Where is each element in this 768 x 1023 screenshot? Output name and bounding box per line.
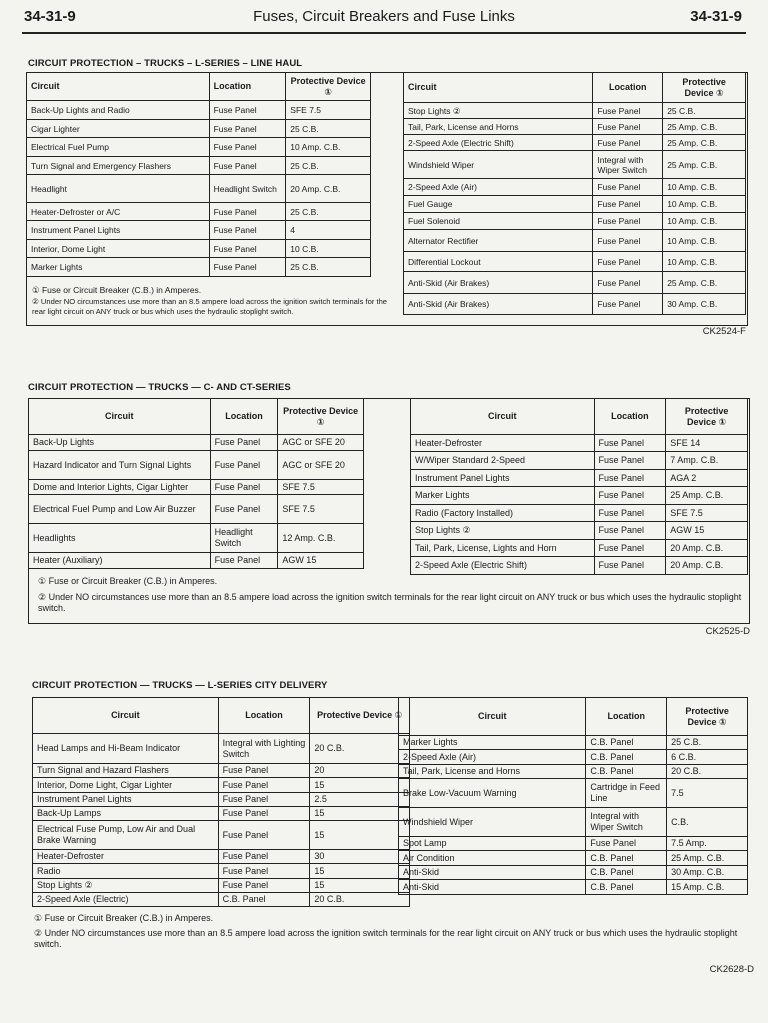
table-row bbox=[27, 240, 371, 258]
table-row bbox=[27, 157, 371, 175]
location-cell: Fuse Panel bbox=[593, 252, 663, 272]
section-title: CIRCUIT PROTECTION — TRUCKS — C- AND CT-SERIES bbox=[28, 382, 291, 393]
device-cell: 10 C.B. bbox=[286, 240, 371, 258]
column-header-device: Protective Device ① bbox=[278, 399, 364, 435]
location-cell: Fuse Panel bbox=[218, 821, 310, 850]
device-cell: 7.5 Amp. bbox=[667, 837, 748, 851]
circuit-cell: Interior, Dome Light, Cigar Lighter bbox=[33, 778, 219, 793]
table-row bbox=[29, 480, 364, 495]
location-cell: Fuse Panel bbox=[593, 213, 663, 230]
device-cell: AGC or SFE 20 bbox=[278, 451, 364, 480]
device-cell: 25 C.B. bbox=[663, 103, 746, 119]
table-row bbox=[404, 230, 746, 252]
circuit-cell: Spot Lamp bbox=[399, 837, 586, 851]
page-title: Fuses, Circuit Breakers and Fuse Links bbox=[253, 8, 515, 25]
location-cell: C.B. Panel bbox=[586, 750, 667, 765]
location-cell: Fuse Panel bbox=[594, 435, 666, 452]
table-row bbox=[399, 866, 748, 880]
device-cell: 25 C.B. bbox=[286, 258, 371, 277]
circuit-cell: Instrument Panel Lights bbox=[411, 470, 595, 487]
device-cell: 10 Amp. C.B. bbox=[663, 196, 746, 213]
circuit-cell: Differential Lockout bbox=[404, 252, 593, 272]
fuse-table-left bbox=[32, 697, 410, 907]
circuit-cell: Dome and Interior Lights, Cigar Lighter bbox=[29, 480, 211, 495]
circuit-cell: Windshield Wiper bbox=[404, 151, 593, 179]
location-cell: Fuse Panel bbox=[218, 793, 310, 807]
table-row bbox=[27, 203, 371, 221]
location-cell: Integral with Wiper Switch bbox=[586, 808, 667, 837]
reference-code: CK2628-D bbox=[709, 964, 754, 975]
circuit-cell: Electrical Fuel Pump bbox=[27, 138, 210, 157]
location-cell: Fuse Panel bbox=[209, 240, 286, 258]
circuit-cell: Cigar Lighter bbox=[27, 120, 210, 138]
column-header-circuit: Circuit bbox=[411, 399, 595, 435]
location-cell: Fuse Panel bbox=[209, 258, 286, 277]
location-cell: Integral with Lighting Switch bbox=[218, 734, 310, 764]
device-cell: 20 C.B. bbox=[310, 893, 410, 907]
device-cell: 20 Amp. C.B. bbox=[286, 175, 371, 203]
table-row bbox=[411, 487, 748, 505]
circuit-cell: 2-Speed Axle (Electric) bbox=[33, 893, 219, 907]
device-cell: 7.5 bbox=[667, 779, 748, 808]
device-cell: 25 Amp. C.B. bbox=[667, 851, 748, 866]
footnote-2: ② Under NO circumstances use more than an 8.5 ampere load across the ignition switch terminals for the rear light circuit on ANY truck or bus which uses the hydraulic stoplight switch. bbox=[38, 592, 742, 613]
table-row bbox=[33, 850, 410, 864]
location-cell: Fuse Panel bbox=[210, 451, 278, 480]
location-cell: Fuse Panel bbox=[218, 764, 310, 778]
page-number-left: 34-31-9 bbox=[24, 8, 76, 25]
location-cell: C.B. Panel bbox=[586, 765, 667, 779]
location-cell: Fuse Panel bbox=[593, 103, 663, 119]
table-row bbox=[33, 864, 410, 879]
fuse-table-right bbox=[398, 697, 748, 895]
device-cell: 25 Amp. C.B. bbox=[663, 272, 746, 294]
table-row bbox=[411, 540, 748, 557]
location-cell: Fuse Panel bbox=[593, 272, 663, 294]
location-cell: Fuse Panel bbox=[218, 807, 310, 821]
location-cell: Fuse Panel bbox=[218, 864, 310, 879]
table-row bbox=[399, 851, 748, 866]
location-cell: Fuse Panel bbox=[210, 495, 278, 524]
table-row bbox=[411, 470, 748, 487]
circuit-cell: Headlight bbox=[27, 175, 210, 203]
circuit-cell: Stop Lights ② bbox=[411, 522, 595, 540]
column-header-location: Location bbox=[594, 399, 666, 435]
location-cell: Fuse Panel bbox=[594, 557, 666, 575]
circuit-cell: Anti-Skid (Air Brakes) bbox=[404, 272, 593, 294]
column-header-location: Location bbox=[586, 698, 667, 736]
device-cell: 15 bbox=[310, 821, 410, 850]
device-cell: AGW 15 bbox=[666, 522, 748, 540]
column-header-circuit: Circuit bbox=[29, 399, 211, 435]
table-row bbox=[404, 213, 746, 230]
column-header-device: Protective Device ① bbox=[667, 698, 748, 736]
device-cell: SFE 7.5 bbox=[278, 480, 364, 495]
section-title: CIRCUIT PROTECTION — TRUCKS — L-SERIES CITY DELIVERY bbox=[32, 680, 328, 691]
location-cell: Fuse Panel bbox=[209, 203, 286, 221]
reference-code: CK2524-F bbox=[702, 326, 746, 337]
device-cell: AGA 2 bbox=[666, 470, 748, 487]
circuit-cell: Tail, Park, License, Lights and Horn bbox=[411, 540, 595, 557]
table-row bbox=[29, 451, 364, 480]
location-cell: Fuse Panel bbox=[218, 778, 310, 793]
circuit-cell: Radio bbox=[33, 864, 219, 879]
section-title: CIRCUIT PROTECTION – TRUCKS – L-SERIES – LINE HAUL bbox=[28, 58, 303, 69]
column-header-location: Location bbox=[209, 73, 286, 101]
reference-code: CK2525-D bbox=[705, 626, 750, 637]
column-header-circuit: Circuit bbox=[399, 698, 586, 736]
device-cell: 7 Amp. C.B. bbox=[666, 452, 748, 470]
circuit-cell: Anti-Skid (Air Brakes) bbox=[404, 294, 593, 315]
location-cell: C.B. Panel bbox=[586, 851, 667, 866]
table-row bbox=[411, 505, 748, 522]
device-cell: 2.5 bbox=[310, 793, 410, 807]
column-header-device: Protective Device ① bbox=[666, 399, 748, 435]
table-row bbox=[399, 808, 748, 837]
device-cell: 12 Amp. C.B. bbox=[278, 524, 364, 553]
location-cell: Headlight Switch bbox=[209, 175, 286, 203]
footnote-1: ① Fuse or Circuit Breaker (C.B.) in Amperes. bbox=[34, 913, 214, 923]
location-cell: Fuse Panel bbox=[593, 294, 663, 315]
table-row bbox=[399, 750, 748, 765]
circuit-cell: Headlights bbox=[29, 524, 211, 553]
table-row bbox=[27, 258, 371, 277]
circuit-cell: 2-Speed Axle (Electric Shift) bbox=[404, 135, 593, 151]
device-cell: 15 bbox=[310, 778, 410, 793]
circuit-cell: Tail, Park, License and Horns bbox=[399, 765, 586, 779]
table-row bbox=[33, 764, 410, 778]
device-cell: 20 C.B. bbox=[310, 734, 410, 764]
table-row bbox=[33, 893, 410, 907]
device-cell: 25 C.B. bbox=[286, 157, 371, 175]
device-cell: 10 Amp. C.B. bbox=[663, 252, 746, 272]
table-row bbox=[404, 135, 746, 151]
table-row bbox=[399, 736, 748, 750]
location-cell: Fuse Panel bbox=[593, 135, 663, 151]
circuit-cell: Back-Up Lamps bbox=[33, 807, 219, 821]
circuit-cell: Back-Up Lights and Radio bbox=[27, 101, 210, 120]
fuse-table-left bbox=[26, 72, 371, 277]
column-header-circuit: Circuit bbox=[33, 698, 219, 734]
location-cell: Fuse Panel bbox=[218, 850, 310, 864]
table-row bbox=[27, 221, 371, 240]
table-row bbox=[29, 435, 364, 451]
device-cell: SFE 7.5 bbox=[666, 505, 748, 522]
circuit-cell: Instrument Panel Lights bbox=[27, 221, 210, 240]
table-row bbox=[29, 495, 364, 524]
device-cell: 10 Amp. C.B. bbox=[663, 213, 746, 230]
column-header-circuit: Circuit bbox=[27, 73, 210, 101]
location-cell: Fuse Panel bbox=[594, 505, 666, 522]
location-cell: Fuse Panel bbox=[209, 221, 286, 240]
circuit-cell: Turn Signal and Emergency Flashers bbox=[27, 157, 210, 175]
table-row bbox=[411, 435, 748, 452]
circuit-cell: Anti-Skid bbox=[399, 866, 586, 880]
circuit-cell: Interior, Dome Light bbox=[27, 240, 210, 258]
table-row bbox=[27, 175, 371, 203]
table-row bbox=[29, 524, 364, 553]
table-row bbox=[404, 252, 746, 272]
location-cell: Fuse Panel bbox=[593, 230, 663, 252]
device-cell: 4 bbox=[286, 221, 371, 240]
table-row bbox=[27, 101, 371, 120]
location-cell: Fuse Panel bbox=[209, 120, 286, 138]
location-cell: Headlight Switch bbox=[210, 524, 278, 553]
circuit-cell: Marker Lights bbox=[411, 487, 595, 505]
location-cell: Fuse Panel bbox=[594, 487, 666, 505]
circuit-cell: Heater (Auxiliary) bbox=[29, 553, 211, 569]
device-cell: 10 Amp. C.B. bbox=[663, 230, 746, 252]
device-cell: 10 Amp. C.B. bbox=[663, 179, 746, 196]
device-cell: 30 Amp. C.B. bbox=[667, 866, 748, 880]
device-cell: 15 Amp. C.B. bbox=[667, 880, 748, 895]
location-cell: Fuse Panel bbox=[209, 101, 286, 120]
circuit-cell: Windshield Wiper bbox=[399, 808, 586, 837]
device-cell: SFE 7.5 bbox=[278, 495, 364, 524]
column-header-circuit: Circuit bbox=[404, 73, 593, 103]
table-row bbox=[404, 196, 746, 213]
column-header-location: Location bbox=[210, 399, 278, 435]
device-cell: 25 C.B. bbox=[667, 736, 748, 750]
device-cell: 25 Amp. C.B. bbox=[663, 151, 746, 179]
fuse-table-left bbox=[28, 398, 364, 569]
location-cell: Fuse Panel bbox=[594, 540, 666, 557]
device-cell: SFE 14 bbox=[666, 435, 748, 452]
table-row bbox=[27, 138, 371, 157]
location-cell: Fuse Panel bbox=[210, 553, 278, 569]
table-row bbox=[404, 272, 746, 294]
circuit-cell: 2-Speed Axle (Air) bbox=[399, 750, 586, 765]
location-cell: Fuse Panel bbox=[210, 480, 278, 495]
location-cell: Fuse Panel bbox=[594, 522, 666, 540]
header-rule bbox=[22, 32, 746, 34]
device-cell: 20 Amp. C.B. bbox=[666, 540, 748, 557]
circuit-cell: Fuel Gauge bbox=[404, 196, 593, 213]
location-cell: C.B. Panel bbox=[586, 880, 667, 895]
circuit-cell: Hazard Indicator and Turn Signal Lights bbox=[29, 451, 211, 480]
table-row bbox=[33, 778, 410, 793]
location-cell: Fuse Panel bbox=[593, 119, 663, 135]
device-cell: SFE 7.5 bbox=[286, 101, 371, 120]
fuse-table-right bbox=[410, 398, 748, 575]
table-row bbox=[29, 553, 364, 569]
circuit-cell: Heater-Defroster bbox=[411, 435, 595, 452]
table-row bbox=[404, 151, 746, 179]
circuit-cell: Heater-Defroster or A/C bbox=[27, 203, 210, 221]
column-header-device: Protective Device ① bbox=[663, 73, 746, 103]
device-cell: 25 Amp. C.B. bbox=[663, 119, 746, 135]
circuit-cell: 2-Speed Axle (Air) bbox=[404, 179, 593, 196]
footnote-2: ② Under NO circumstances use more than an 8.5 ampere load across the ignition switch terminals for the rear light circuit on ANY truck or bus which uses the hydraulic stoplight switch. bbox=[34, 928, 738, 949]
location-cell: Fuse Panel bbox=[586, 837, 667, 851]
device-cell: C.B. bbox=[667, 808, 748, 837]
circuit-cell: Air Condition bbox=[399, 851, 586, 866]
footnote-1: ① Fuse or Circuit Breaker (C.B.) in Amperes. bbox=[38, 576, 218, 586]
circuit-cell: Heater-Defroster bbox=[33, 850, 219, 864]
location-cell: Fuse Panel bbox=[218, 879, 310, 893]
circuit-cell: Electrical Fuel Pump and Low Air Buzzer bbox=[29, 495, 211, 524]
circuit-cell: W/Wiper Standard 2-Speed bbox=[411, 452, 595, 470]
location-cell: C.B. Panel bbox=[586, 866, 667, 880]
location-cell: Fuse Panel bbox=[209, 138, 286, 157]
column-header-location: Location bbox=[218, 698, 310, 734]
device-cell: 20 Amp. C.B. bbox=[666, 557, 748, 575]
table-row bbox=[399, 779, 748, 808]
page-number-right: 34-31-9 bbox=[690, 8, 742, 25]
circuit-cell: Instrument Panel Lights bbox=[33, 793, 219, 807]
column-header-device: Protective Device ① bbox=[286, 73, 371, 101]
table-row bbox=[411, 522, 748, 540]
circuit-cell: Marker Lights bbox=[399, 736, 586, 750]
device-cell: 15 bbox=[310, 879, 410, 893]
table-row bbox=[404, 179, 746, 196]
circuit-cell: Stop Lights ② bbox=[404, 103, 593, 119]
device-cell: AGC or SFE 20 bbox=[278, 435, 364, 451]
device-cell: 30 Amp. C.B. bbox=[663, 294, 746, 315]
circuit-cell: Radio (Factory Installed) bbox=[411, 505, 595, 522]
column-header-location: Location bbox=[593, 73, 663, 103]
table-row bbox=[404, 103, 746, 119]
table-row bbox=[404, 294, 746, 315]
circuit-cell: Fuel Solenoid bbox=[404, 213, 593, 230]
location-cell: C.B. Panel bbox=[218, 893, 310, 907]
table-row bbox=[411, 557, 748, 575]
location-cell: Fuse Panel bbox=[593, 196, 663, 213]
location-cell: Fuse Panel bbox=[594, 452, 666, 470]
device-cell: 15 bbox=[310, 807, 410, 821]
circuit-cell: Back-Up Lights bbox=[29, 435, 211, 451]
table-row bbox=[399, 837, 748, 851]
table-row bbox=[33, 793, 410, 807]
circuit-cell: Marker Lights bbox=[27, 258, 210, 277]
device-cell: 25 Amp. C.B. bbox=[666, 487, 748, 505]
circuit-cell: 2-Speed Axle (Electric Shift) bbox=[411, 557, 595, 575]
location-cell: C.B. Panel bbox=[586, 736, 667, 750]
table-row bbox=[411, 452, 748, 470]
device-cell: 25 Amp. C.B. bbox=[663, 135, 746, 151]
circuit-cell: Electrical Fuse Pump, Low Air and Dual Brake Warning bbox=[33, 821, 219, 850]
device-cell: 25 C.B. bbox=[286, 120, 371, 138]
location-cell: Fuse Panel bbox=[209, 157, 286, 175]
fuse-table-right bbox=[403, 72, 746, 315]
device-cell: 6 C.B. bbox=[667, 750, 748, 765]
circuit-cell: Alternator Rectifier bbox=[404, 230, 593, 252]
table-row bbox=[399, 765, 748, 779]
column-header-device: Protective Device ① bbox=[310, 698, 410, 734]
circuit-cell: Stop Lights ② bbox=[33, 879, 219, 893]
circuit-cell: Turn Signal and Hazard Flashers bbox=[33, 764, 219, 778]
circuit-cell: Tail, Park, License and Horns bbox=[404, 119, 593, 135]
table-row bbox=[33, 879, 410, 893]
circuit-cell: Brake Low-Vacuum Warning bbox=[399, 779, 586, 808]
location-cell: Fuse Panel bbox=[594, 470, 666, 487]
footnote-2: ② Under NO circumstances use more than an 8.5 ampere load across the ignition switch terminals for the rear light circuit on ANY truck or bus which uses the hydraulic stoplight switch. bbox=[32, 297, 388, 316]
table-row bbox=[399, 880, 748, 895]
table-row bbox=[27, 120, 371, 138]
device-cell: 25 C.B. bbox=[286, 203, 371, 221]
device-cell: 30 bbox=[310, 850, 410, 864]
table-row bbox=[33, 734, 410, 764]
circuit-cell: Anti-Skid bbox=[399, 880, 586, 895]
table-row bbox=[404, 119, 746, 135]
location-cell: Integral with Wiper Switch bbox=[593, 151, 663, 179]
location-cell: Cartridge in Feed Line bbox=[586, 779, 667, 808]
device-cell: AGW 15 bbox=[278, 553, 364, 569]
device-cell: 20 bbox=[310, 764, 410, 778]
table-row bbox=[33, 807, 410, 821]
device-cell: 10 Amp. C.B. bbox=[286, 138, 371, 157]
footnote-1: ① Fuse or Circuit Breaker (C.B.) in Amperes. bbox=[32, 285, 202, 295]
table-row bbox=[33, 821, 410, 850]
location-cell: Fuse Panel bbox=[210, 435, 278, 451]
device-cell: 20 C.B. bbox=[667, 765, 748, 779]
circuit-cell: Head Lamps and Hi-Beam Indicator bbox=[33, 734, 219, 764]
location-cell: Fuse Panel bbox=[593, 179, 663, 196]
device-cell: 15 bbox=[310, 864, 410, 879]
